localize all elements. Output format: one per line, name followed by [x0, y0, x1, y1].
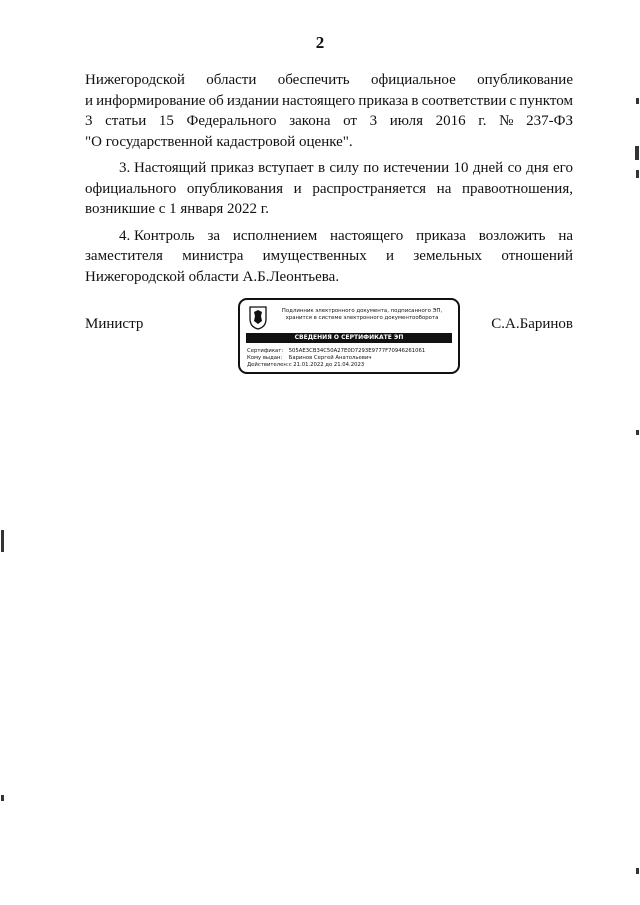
word: г.	[478, 113, 487, 129]
word: закона	[289, 113, 331, 129]
word: и	[386, 248, 395, 264]
word: 10	[453, 160, 469, 176]
word: 15	[158, 113, 174, 129]
validity-label: Действителен:	[247, 362, 289, 368]
validity-value: с 21.01.2022 до 21.04.2023	[288, 362, 365, 368]
body-line	[85, 199, 573, 220]
body-line	[85, 111, 573, 132]
word: опубликование	[477, 72, 573, 88]
word: на	[558, 227, 573, 244]
scan-artifact	[635, 146, 639, 160]
page-number: 2	[315, 33, 325, 52]
certificate-row	[247, 348, 452, 355]
word: в	[411, 92, 419, 109]
word: от	[343, 113, 357, 129]
owner-value: Баринов Сергей Анатольевич	[288, 355, 372, 361]
word: дней	[472, 160, 504, 176]
scan-artifact	[1, 795, 4, 801]
scan-artifact	[1, 530, 4, 552]
scan-artifact	[636, 430, 639, 435]
word: приказ	[210, 160, 254, 176]
word: издании	[226, 92, 279, 109]
word: истечении	[383, 160, 450, 176]
word: возникшие с 1 января 2022 г.	[85, 201, 269, 217]
certificate-details	[247, 348, 452, 369]
word: и	[293, 180, 302, 197]
word: 3	[85, 113, 93, 129]
word: распространяется	[312, 180, 427, 197]
word: Нижегородской области А.Б.Леонтьева.	[85, 268, 340, 285]
word: 4. Контроль	[119, 227, 195, 244]
word: дня	[526, 160, 549, 176]
body-line	[85, 267, 573, 288]
word: пунктом	[519, 92, 573, 109]
word: статьи	[105, 113, 147, 129]
body-line	[85, 226, 573, 247]
word: его	[553, 160, 573, 176]
e-signature-stamp	[238, 298, 460, 374]
word: земельных	[413, 248, 483, 264]
word: по	[363, 160, 379, 176]
word: на	[436, 180, 452, 197]
word: и	[85, 92, 94, 109]
body-line	[85, 179, 573, 200]
signature-block	[85, 298, 573, 382]
certificate-value: 505AE3CB34C50A27E0D7293E9777F70946261061	[288, 348, 426, 354]
word: имущественных	[262, 248, 367, 264]
word: №	[499, 113, 514, 129]
body-line	[85, 91, 573, 112]
word: 3	[369, 113, 378, 129]
word: настоящего	[282, 92, 356, 109]
body-line	[85, 70, 573, 91]
word: области	[206, 72, 257, 88]
word: правоотношения,	[462, 180, 573, 197]
word: официальное	[370, 72, 456, 88]
word: июля	[389, 113, 424, 129]
word: за	[207, 227, 221, 244]
word: в	[317, 160, 326, 176]
word: соответствии	[421, 92, 507, 109]
owner-row	[247, 355, 452, 362]
word: приказа	[358, 92, 409, 109]
certificate-label: Сертификат:	[247, 348, 284, 354]
word: исполнением	[232, 227, 318, 244]
word: со	[507, 160, 522, 176]
document-body	[85, 70, 573, 287]
word: возложить	[478, 227, 546, 244]
coat-of-arms-icon	[249, 306, 267, 330]
validity-row	[247, 362, 452, 369]
stamp-header	[272, 308, 452, 322]
stamp-title-bar: СВЕДЕНИЯ О СЕРТИФИКАТЕ ЭП	[246, 333, 452, 343]
body-line	[85, 158, 573, 179]
stamp-header-line: хранится в системе электронного документооборота	[285, 315, 439, 321]
scan-artifact	[636, 868, 639, 874]
word: обеспечить	[277, 72, 350, 88]
word: официального	[85, 180, 177, 197]
word: Нижегородской	[85, 72, 185, 88]
word: 2016	[435, 113, 466, 129]
word: 237-ФЗ	[526, 113, 573, 129]
signatory-title: Министр	[85, 316, 144, 332]
owner-label: Кому выдан:	[247, 355, 283, 361]
signatory-name: С.А.Баринов	[491, 316, 573, 332]
word: министра	[182, 248, 244, 264]
word: 3. Настоящий	[119, 160, 207, 176]
word: вступает	[258, 160, 314, 176]
body-line	[85, 246, 573, 267]
word: информирование	[96, 92, 206, 109]
word: отношений	[501, 248, 573, 264]
word: Федерального	[186, 113, 277, 129]
scan-artifact	[636, 98, 639, 104]
scan-artifact	[636, 170, 639, 178]
body-line	[85, 132, 573, 153]
word: "О государственной кадастровой оценке".	[85, 133, 353, 150]
word: заместителя	[85, 248, 163, 264]
word: опубликования	[186, 180, 284, 197]
word: силу	[329, 160, 360, 176]
stamp-header-line: Подлинник электронного документа, подписанного ЭП,	[281, 308, 443, 314]
word: настоящего	[329, 227, 404, 244]
word: приказа	[416, 227, 466, 244]
word: об	[208, 92, 224, 109]
word: с	[509, 92, 517, 109]
